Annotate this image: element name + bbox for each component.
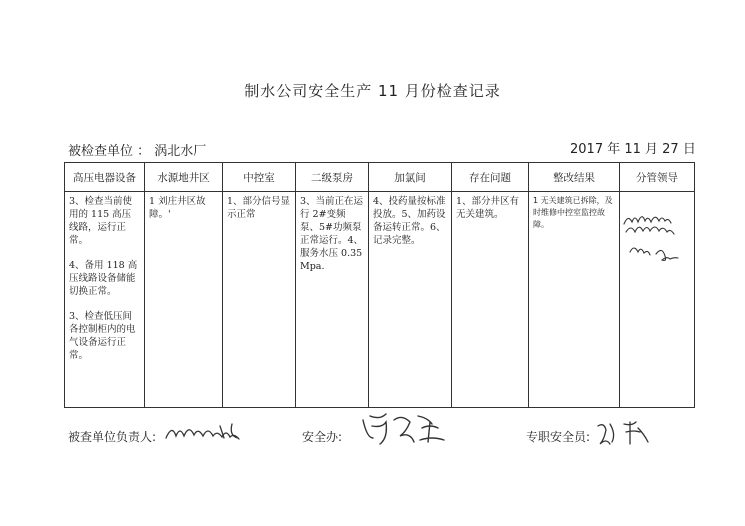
col-header-water-source: 水源地井区: [145, 163, 223, 192]
col-header-leader: 分管领导: [620, 163, 695, 192]
cell-rectification: 1 无关建筑已拆除，及时维修中控室监控故障。: [529, 192, 620, 408]
inspected-unit-label: 被检查单位 ：: [68, 144, 151, 159]
cell-line: 3、检查当前使用的 115 高压线路，运行正常。: [69, 196, 133, 246]
cell-high-voltage: [65, 192, 145, 408]
col-header-high-voltage: 高压电器设备: [65, 163, 145, 192]
unit-leader-label: 被查单位负责人:: [68, 430, 157, 444]
cell-water-source: 1 刘庄井区故障。': [145, 192, 223, 408]
cell-chlorination: 4、投药量按标准投放。5、加药设备运转正常。6、记录完整。: [369, 192, 452, 408]
handwritten-approval-icon: [620, 192, 695, 312]
inspected-unit-value: 涡北水厂: [154, 144, 207, 159]
cell-line: 3、检查低压间各控制柜内的电气设备运行正常。: [69, 311, 136, 361]
inspection-date: 2017 年 11 月 27 日: [570, 142, 696, 157]
document-title: 制水公司安全生产 11 月份检查记录: [244, 82, 501, 100]
safety-officer-label: 专职安全员:: [526, 430, 591, 444]
cell-issues: 1、部分井区有无关建筑。: [452, 192, 529, 408]
cell-control-room: 1、部分信号显示正常: [223, 192, 296, 408]
table-row: [65, 192, 695, 408]
unit-leader-signature-icon: [162, 418, 257, 446]
table-header-row: [65, 163, 695, 192]
col-header-rectification: 整改结果: [529, 163, 620, 192]
safety-officer-signature-icon: [594, 418, 654, 448]
inspection-table: [64, 162, 695, 408]
inspected-unit-row: [68, 140, 206, 159]
col-header-control-room: 中控室: [223, 163, 296, 192]
cell-pump-room: 3、当前正在运行 2#变频泵、5#功频泵正常运行。4、服务水压 0.35Mpa.: [296, 192, 369, 408]
col-header-chlorination: 加氯间: [369, 163, 452, 192]
safety-office-label: 安全办:: [302, 430, 343, 444]
cell-leader-signature: [620, 192, 695, 408]
cell-line: 4、备用 118 高压线路设备储能切换正常。: [69, 260, 138, 297]
footer-unit-leader: [68, 428, 156, 445]
footer-safety-office: [302, 428, 342, 445]
col-header-issues: 存在问题: [452, 163, 529, 192]
col-header-pump-room: 二级泵房: [296, 163, 369, 192]
safety-office-signature-icon: [358, 410, 453, 448]
footer-safety-officer: [526, 428, 590, 445]
